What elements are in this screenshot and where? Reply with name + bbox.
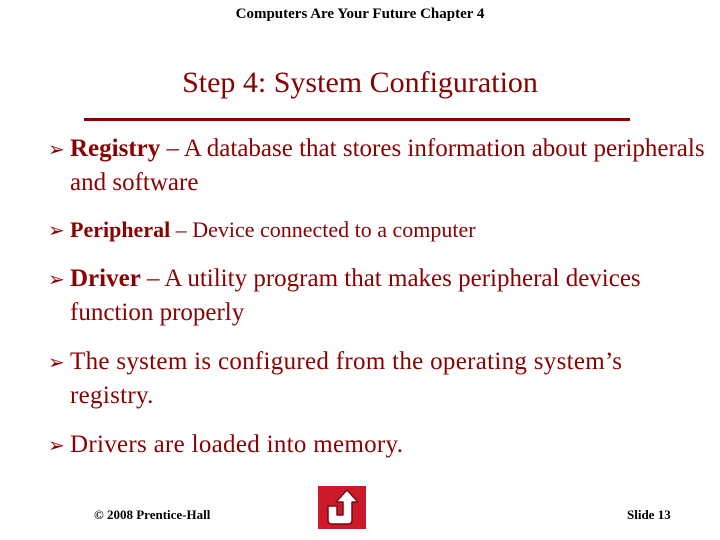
copyright-notice: © 2008 Prentice-Hall: [94, 507, 211, 522]
arrowhead-bullet-icon: ➢: [48, 350, 66, 374]
slide-header: Computers Are Your Future Chapter 4: [235, 6, 485, 22]
bullet-term: Driver: [70, 265, 141, 292]
bullet-text: – Device connected to a computer: [170, 217, 476, 242]
bullet-system-configured: [48, 345, 710, 413]
bullet-text: – A database that stores information about peripherals and software: [70, 135, 705, 196]
title-underline: [84, 118, 630, 121]
bullet-term: Peripheral: [70, 217, 171, 242]
bullet-peripheral: [48, 213, 710, 247]
arrowhead-bullet-icon: ➢: [48, 433, 66, 457]
return-button[interactable]: [318, 486, 366, 529]
bullet-drivers-loaded: [48, 428, 710, 462]
bullet-text: Drivers are loaded into memory.: [70, 431, 404, 458]
arrowhead-bullet-icon: ➢: [48, 137, 65, 161]
return-arrow-icon: [318, 486, 366, 529]
slide-number: Slide 13: [627, 507, 671, 522]
bullet-term: Registry: [70, 135, 161, 162]
arrowhead-bullet-icon: ➢: [48, 267, 65, 291]
slide-title: Step 4: System Configuration: [182, 66, 538, 99]
bullet-registry: [48, 132, 710, 200]
bullet-text: The system is configured from the operating system’s registry.: [70, 348, 623, 409]
bullet-driver: [48, 262, 710, 330]
arrowhead-bullet-icon: ➢: [48, 218, 65, 242]
bullet-text: – A utility program that makes peripheral devices function properly: [70, 265, 641, 326]
